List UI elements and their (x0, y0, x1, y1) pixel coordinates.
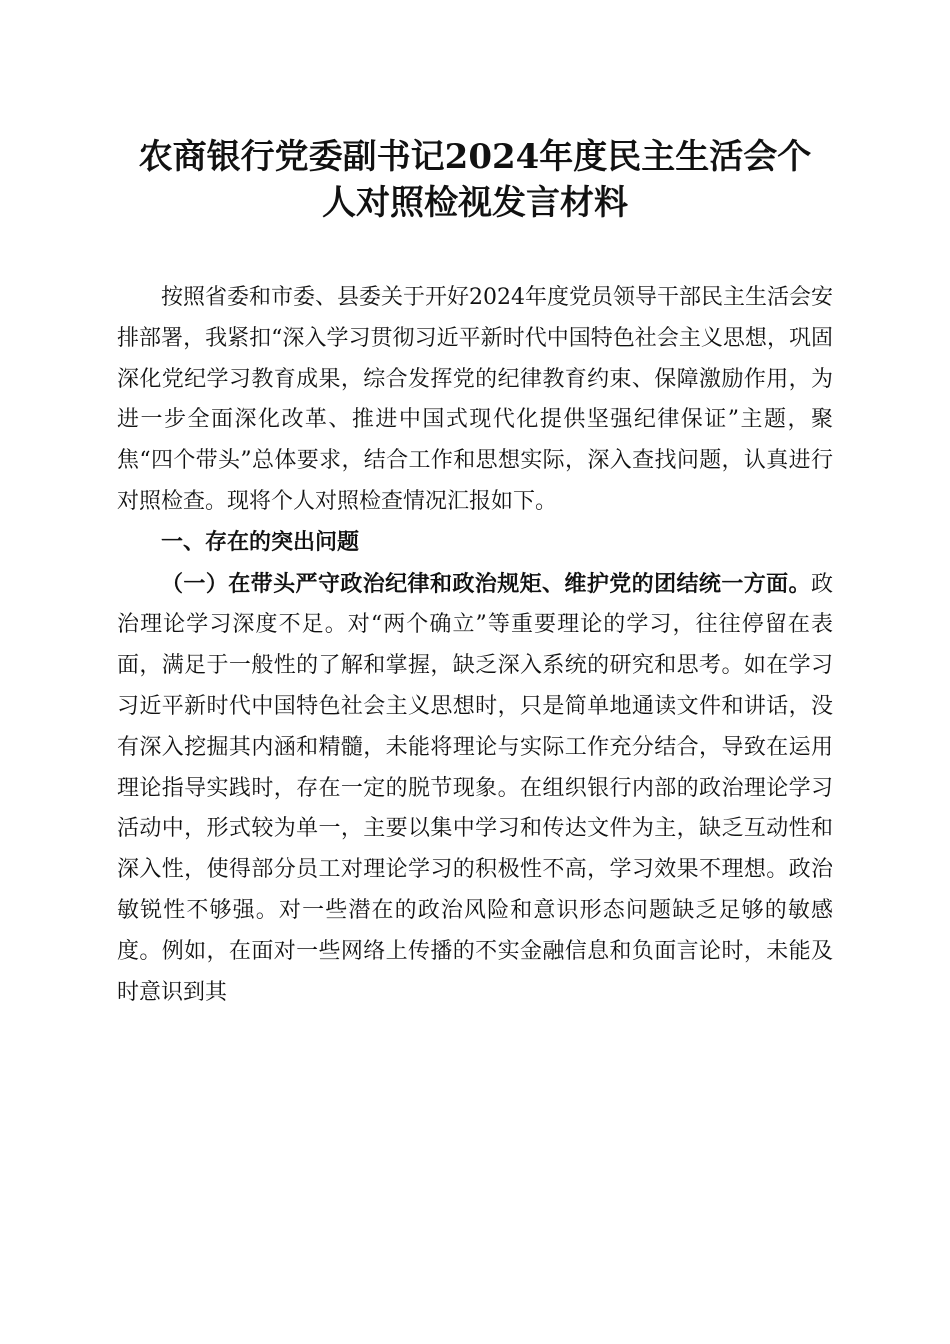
subsection-paragraph (117, 564, 833, 1014)
title-line-2: 人对照检视发言材料 (322, 183, 628, 223)
title-line-1: 农商银行党委副书记2024年度民主生活会个 (138, 137, 812, 177)
intro-paragraph: 按照省委和市委、县委关于开好2024年度党员领导干部民主生活会安排部署，我紧扣“深入学习贯彻习近平新时代中国特色社会主义思想，巩固深化党纪学习教育成果，综合发挥党的纪律教育约束、保障激励作用，为进一步全面深化改革、推进中国式现代化提供坚强纪律保证”主题，聚焦“四个带头”总体要求，结合工作和思想实际，深入查找问题，认真进行对照检查。现将个人对照检查情况汇报如下。 (117, 285, 833, 514)
document-title (110, 134, 840, 226)
section-heading: 一、存在的突出问题 (161, 529, 360, 555)
subsection-heading: （一）在带头严守政治纪律和政治规矩、维护党的团结统一方面。 (161, 570, 811, 597)
subsection-text: 政治理论学习深度不足。对“两个确立”等重要理论的学习，往往停留在表面，满足于一般性的了解和掌握，缺乏深入系统的研究和思考。如在学习习近平新时代中国特色社会主义思想时，只是简单地通读文件和讲话，没有深入挖掘其内涵和精髓，未能将理论与实际工作充分结合，导致在运用理论指导实践时，存在一定的脱节现象。在组织银行内部的政治理论学习活动中，形式较为单一，主要以集中学习和传达文件为主，缺乏互动性和深入性，使得部分员工对理论学习的积极性不高，学习效果不理想。政治敏锐性不够强。对一些潜在的政治风险和意识形态问题缺乏足够的敏感度。例如，在面对一些网络上传播的不实金融信息和负面言论时，未能及时意识到其 (117, 571, 833, 1005)
document-body (117, 278, 833, 1013)
